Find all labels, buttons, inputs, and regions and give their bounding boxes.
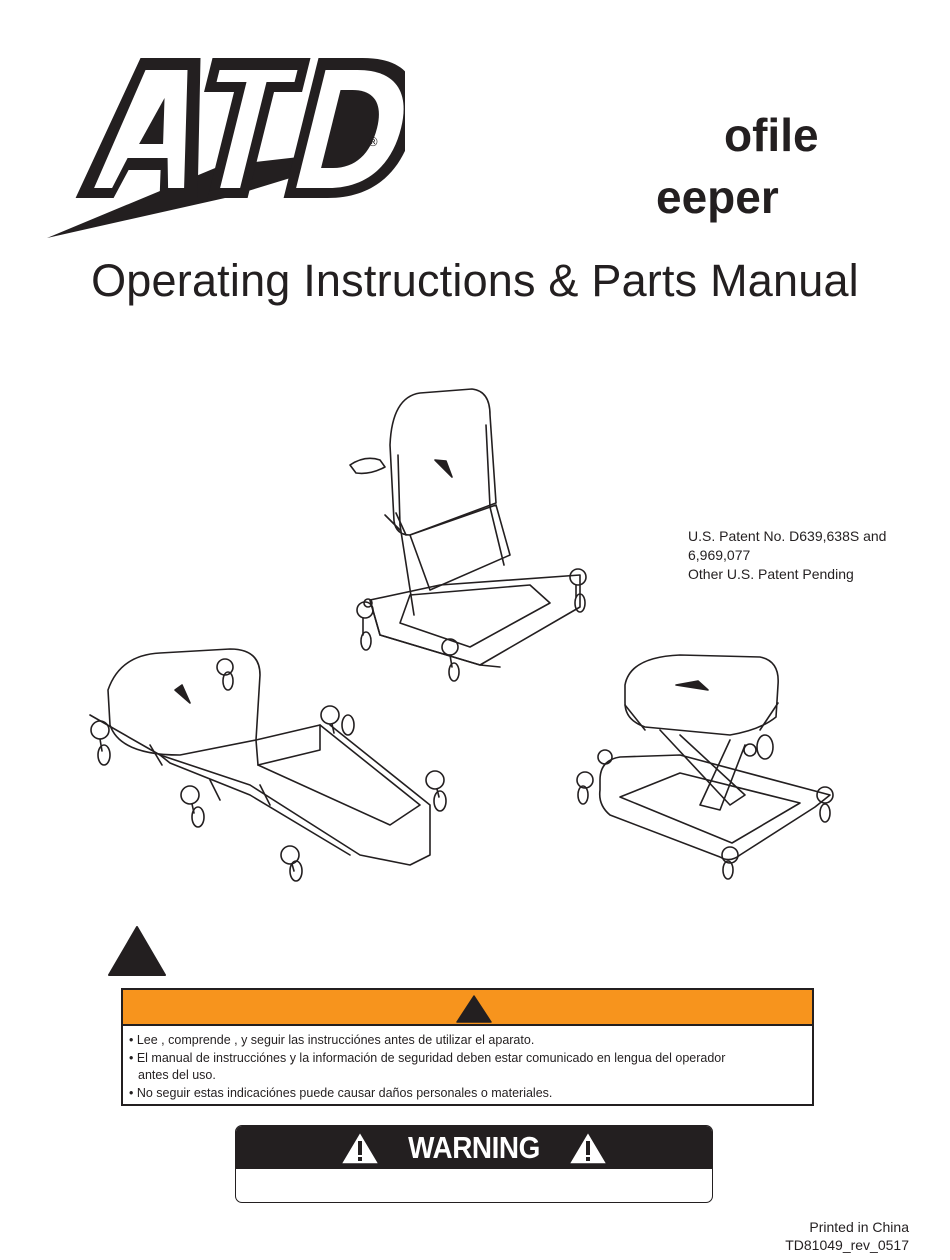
product-title-line-1: ofile bbox=[724, 109, 819, 161]
atd-logo bbox=[45, 48, 405, 243]
precaucion-list bbox=[123, 1026, 812, 1102]
patent-line-1: U.S. Patent No. D639,638S and bbox=[688, 528, 887, 544]
registered-mark: ® bbox=[367, 135, 379, 149]
product-illustration bbox=[80, 385, 850, 895]
creeper-configuration-illustration bbox=[90, 649, 446, 881]
list-item: • El manual de instrucciónes y la información de seguridad deben estar comunicado en lengua del operador bbox=[129, 1050, 726, 1065]
warning-label: WARNING bbox=[408, 1130, 540, 1165]
printed-in: Printed in China bbox=[809, 1219, 909, 1235]
alert-triangle-icon bbox=[107, 925, 167, 977]
seat-configuration-illustration bbox=[577, 655, 833, 879]
warning-box bbox=[235, 1125, 713, 1203]
document-number: TD81049_rev_0517 bbox=[785, 1237, 909, 1253]
precaucion-header bbox=[123, 990, 812, 1026]
patent-line-2: 6,969,077 bbox=[688, 547, 751, 563]
list-item: • Lee , comprende , y seguir las instrucciónes antes de utilizar el aparato. bbox=[129, 1033, 535, 1047]
list-item-continued: antes del uso. bbox=[138, 1068, 216, 1082]
chair-configuration-illustration bbox=[350, 389, 586, 681]
precaucion-box bbox=[121, 988, 814, 1106]
product-title-line-2: eeper bbox=[656, 171, 779, 223]
manual-subtitle: Operating Instructions & Parts Manual bbox=[91, 255, 859, 306]
patent-line-3: Other U.S. Patent Pending bbox=[688, 566, 854, 582]
caution-triangle-icon bbox=[456, 995, 492, 1023]
warning-header bbox=[236, 1126, 712, 1169]
list-item: • No seguir estas indicaciónes puede causar daños personales o materiales. bbox=[129, 1085, 553, 1100]
footer bbox=[785, 1218, 909, 1254]
warning-triangle-icon bbox=[567, 1130, 609, 1166]
patent-notice bbox=[688, 527, 886, 584]
